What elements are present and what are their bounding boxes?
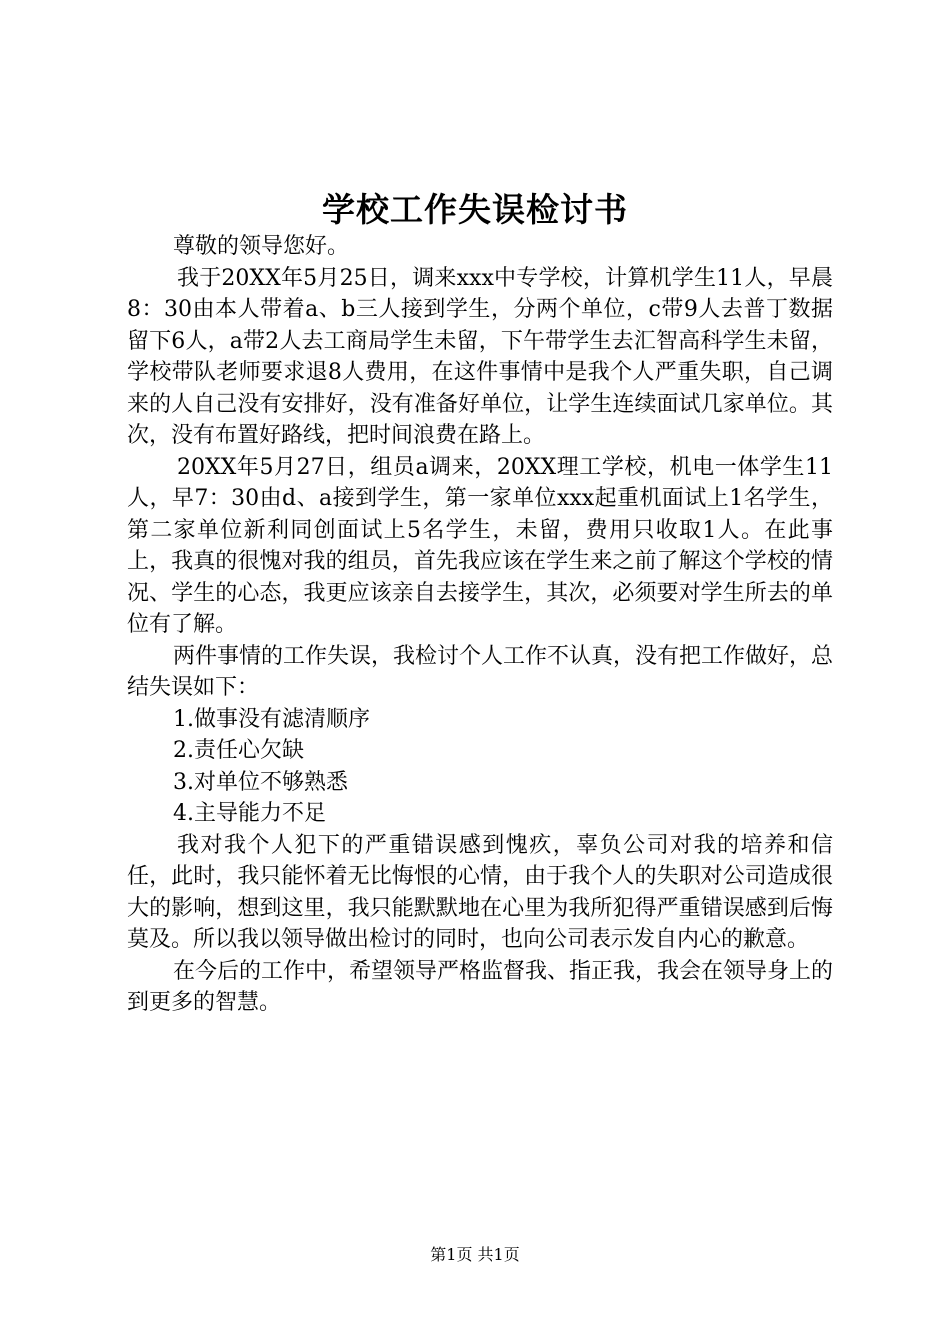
closing-paragraph-1: 我对我个人犯下的严重错误感到愧疚，辜负公司对我的培养和信任，此时，我只能怀着无比悔恨的心情，由于我个人的失职对公司造成很大的影响，想到这里，我只能默默地在心里为我所犯得严重错误感到后悔莫及。所以我以领导做出检讨的同时，也向公司表示发自内心的歉意。 (127, 832, 833, 952)
document-body (127, 231, 833, 1019)
closing-paragraph-2: 在今后的工作中，希望领导严格监督我、指正我，我会在领导身上的到更多的智慧。 (127, 958, 834, 1015)
greeting: 尊敬的领导您好。 (173, 234, 350, 259)
paragraph-3: 两件事情的工作失误，我检讨个人工作不认真，没有把工作做好，总结失误如下： (127, 643, 834, 700)
page-footer: 第1页 共1页 (430, 1245, 520, 1264)
list-item-4: 4.主导能力不足 (173, 801, 326, 826)
list-item-2: 2.责任心欠缺 (173, 738, 304, 763)
list-item-3: 3.对单位不够熟悉 (173, 769, 348, 795)
list-item-1: 1.做事没有滤清顺序 (173, 706, 370, 732)
document-title: 学校工作失误检讨书 (322, 190, 628, 229)
paragraph-1: 我于20XX年5月25日，调来xxx中专学校，计算机学生11人，早晨8：30由本人带着a、b三人接到学生，分两个单位，c带9人去普丁数据留下6人，a带2人去工商局学生未留，下午带学生去汇智高科学生未留，学校带队老师要求退8人费用，在这件事情中是我个人严重失职，自己调来的人自己没有安排好，没有准备好单位，让学生连续面试几家单位。其次，没有布置好路线，把时间浪费在路上。 (127, 265, 833, 448)
paragraph-2: 20XX年5月27日，组员a调来，20XX理工学校，机电一体学生11人，早7：30由d、a接到学生，第一家单位xxx起重机面试上1名学生，第二家单位新利同创面试上5名学生，未留，费用只收取1人。在此事上，我真的很愧对我的组员，首先我应该在学生来之前了解这个学校的情况、学生的心态，我更应该亲自去接学生，其次，必须要对学生所去的单位有了解。 (127, 454, 833, 637)
